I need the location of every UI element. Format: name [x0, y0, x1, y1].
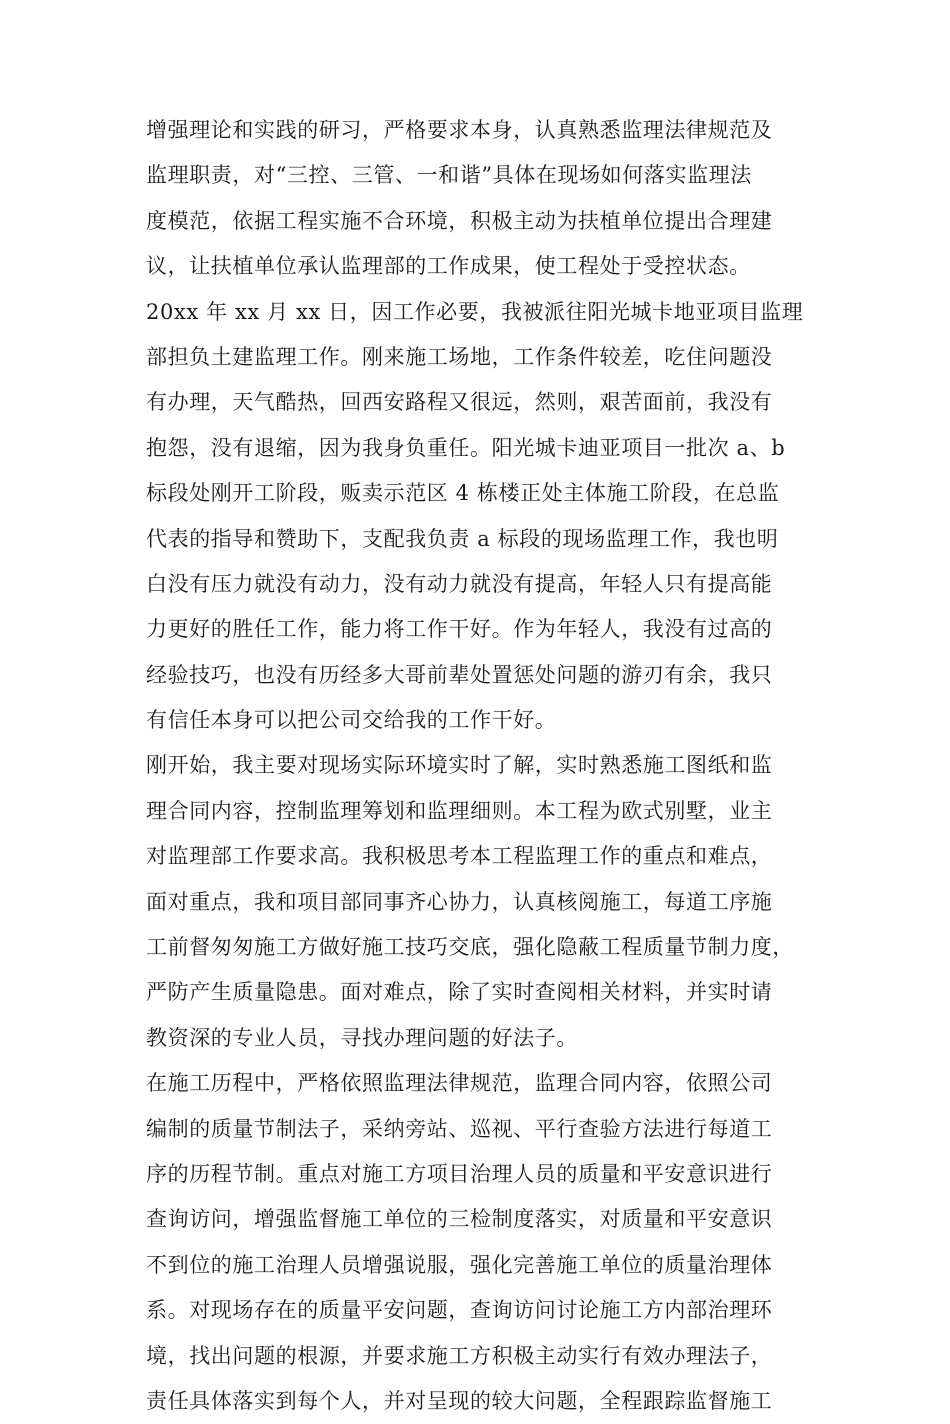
text-line: 有办理，天气酷热，回西安路程又很远，然则，艰苦面前，我没有	[146, 390, 773, 415]
text-line: 有信任本身可以把公司交给我的工作干好。	[146, 708, 557, 733]
text-line: 经验技巧，也没有历经多大哥前辈处置惩处问题的游刃有余，我只	[146, 662, 773, 687]
text-line: 议，让扶植单位承认监理部的工作成果，使工程处于受控状态。	[146, 254, 751, 279]
text-line: 编制的质量节制法子，采纳旁站、巡视、平行查验方法进行每道工	[146, 1116, 773, 1141]
text-line: 度模范，依据工程实施不合环境，积极主动为扶植单位提出合理建	[146, 208, 773, 233]
text-line: 刚开始，我主要对现场实际环境实时了解，实时熟悉施工图纸和监	[146, 753, 773, 778]
text-line: 责任具体落实到每个人，并对呈现的较大问题，全程跟踪监督施工	[146, 1388, 773, 1413]
text-line: 不到位的施工治理人员增强说服，强化完善施工单位的质量治理体	[146, 1252, 773, 1277]
text-line: 抱怨，没有退缩，因为我身负重任。阳光城卡迪亚项目一批次 a、b	[146, 435, 786, 460]
text-line: 代表的指导和赞助下，支配我负责 a 标段的现场监理工作，我也明	[146, 526, 779, 551]
text-line: 系。对现场存在的质量平安问题，查询访问讨论施工方内部治理环	[146, 1298, 773, 1323]
text-line: 标段处刚开工阶段，贩卖示范区 4 栋楼正处主体施工阶段，在总监	[146, 481, 780, 506]
text-line: 监理职责，对“三控、三管、一和谐”具体在现场如何落实监理法	[146, 163, 752, 188]
text-line: 面对重点，我和项目部同事齐心协力，认真核阅施工，每道工序施	[146, 889, 773, 914]
text-line: 对监理部工作要求高。我积极思考本工程监理工作的重点和难点，	[146, 844, 773, 869]
text-line: 力更好的胜任工作，能力将工作干好。作为年轻人，我没有过高的	[146, 617, 773, 642]
text-line: 严防产生质量隐患。面对难点，除了实时查阅相关材料，并实时请	[146, 980, 773, 1005]
text-line: 白没有压力就没有动力，没有动力就没有提高，年轻人只有提高能	[146, 571, 773, 596]
text-line: 在施工历程中，严格依照监理法律规范，监理合同内容，依照公司	[146, 1071, 773, 1096]
text-line: 20xx 年 xx 月 xx 日，因工作必要，我被派往阳光城卡地亚项目监理	[146, 299, 804, 324]
text-line: 序的历程节制。重点对施工方项目治理人员的质量和平安意识进行	[146, 1161, 773, 1186]
text-line: 境，找出问题的根源，并要求施工方积极主动实行有效办理法子，	[146, 1343, 773, 1368]
text-line: 查询访问，增强监督施工单位的三检制度落实，对质量和平安意识	[146, 1207, 773, 1232]
text-line: 工前督匆匆施工方做好施工技巧交底，强化隐蔽工程质量节制力度，	[146, 935, 794, 960]
document-body	[146, 108, 826, 1424]
text-line: 教资深的专业人员，寻找办理问题的好法子。	[146, 1025, 578, 1050]
text-line: 增强理论和实践的研习，严格要求本身，认真熟悉监理法律规范及	[146, 118, 773, 142]
text-line: 理合同内容，控制监理筹划和监理细则。本工程为欧式别墅，业主	[146, 798, 773, 823]
text-line: 部担负土建监理工作。刚来施工场地，工作条件较差，吃住问题没	[146, 344, 773, 369]
